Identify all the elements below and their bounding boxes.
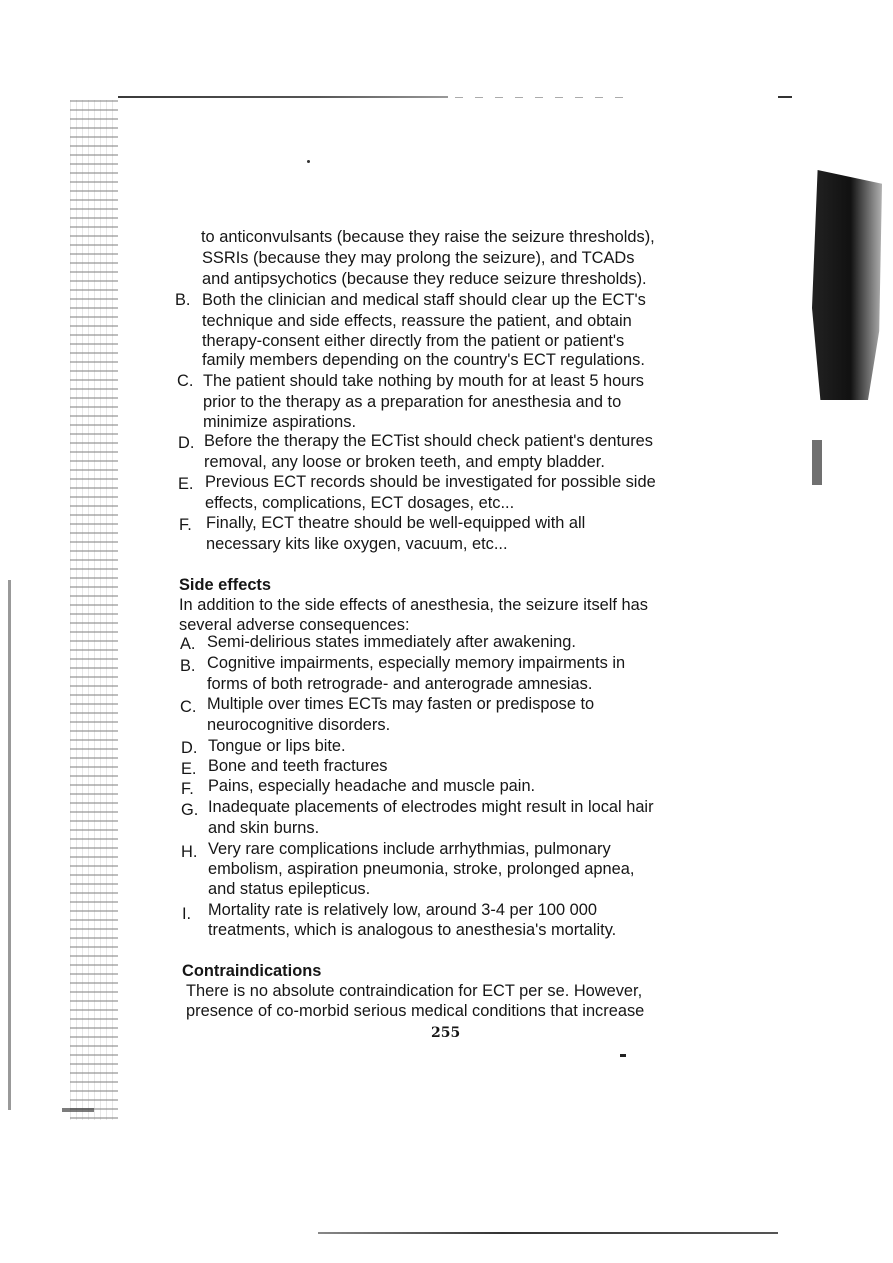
text-line: Mortality rate is relatively low, around 3-4 per 100 000 (208, 901, 598, 919)
text-line: Tongue or lips bite. (208, 737, 346, 755)
text-line: There is no absolute contraindication for ECT per se. However, (186, 982, 643, 1000)
text-line: Finally, ECT theatre should be well-equipped with all (206, 514, 586, 532)
section-heading-contraindications: Contraindications (182, 962, 322, 980)
list-marker: F. (179, 516, 192, 534)
text-line: embolism, aspiration pneumonia, stroke, prolonged apnea, (208, 860, 635, 878)
list-marker: B. (175, 291, 191, 309)
list-marker: E. (178, 475, 194, 493)
text-line: prior to the therapy as a preparation for anesthesia and to (203, 393, 622, 411)
text-line: and skin burns. (208, 819, 320, 837)
text-line: and status epilepticus. (208, 880, 371, 898)
text-line: SSRIs (because they may prolong the seizure), and TCADs (202, 249, 635, 267)
text-line: Cognitive impairments, especially memory impairments in (207, 654, 626, 672)
text-line: removal, any loose or broken teeth, and empty bladder. (204, 453, 605, 471)
text-line: several adverse consequences: (179, 616, 410, 634)
text-line: Multiple over times ECTs may fasten or predispose to (207, 695, 595, 713)
text-line: Semi-delirious states immediately after awakening. (207, 633, 576, 651)
list-marker: C. (177, 372, 194, 390)
list-marker: I. (182, 905, 192, 923)
list-marker: H. (181, 843, 198, 861)
section-heading-side-effects: Side effects (179, 576, 272, 594)
list-marker: E. (181, 760, 197, 778)
text-line: Very rare complications include arrhythmias, pulmonary (208, 840, 611, 858)
text-line: Pains, especially headache and muscle pain. (208, 777, 536, 795)
list-marker: B. (180, 657, 196, 675)
text-line: forms of both retrograde- and anterograde amnesias. (207, 675, 593, 693)
page-number: 255 (431, 1025, 461, 1041)
text-line: In addition to the side effects of anesthesia, the seizure itself has (179, 596, 648, 614)
text-line: Both the clinician and medical staff should clear up the ECT's (202, 291, 646, 309)
text-line: presence of co-morbid serious medical conditions that increase (186, 1002, 645, 1020)
list-marker: D. (181, 739, 198, 757)
text-line: Previous ECT records should be investigated for possible side (205, 473, 656, 491)
list-marker: C. (180, 698, 197, 716)
text-line: effects, complications, ECT dosages, etc... (205, 494, 515, 512)
text-line: Inadequate placements of electrodes might result in local hair (208, 798, 654, 816)
text-line: The patient should take nothing by mouth for at least 5 hours (203, 372, 645, 390)
text-line: to anticonvulsants (because they raise the seizure thresholds), (201, 228, 655, 246)
list-marker: A. (180, 635, 196, 653)
text-line: neurocognitive disorders. (207, 716, 391, 734)
text-line: minimize aspirations. (203, 413, 357, 431)
text-line: family members depending on the country's ECT regulations. (202, 351, 645, 369)
text-line: Bone and teeth fractures (208, 757, 388, 775)
text-line: necessary kits like oxygen, vacuum, etc... (206, 535, 508, 553)
text-line: Before the therapy the ECTist should check patient's dentures (204, 432, 653, 450)
list-marker: F. (181, 780, 194, 798)
list-marker: D. (178, 434, 195, 452)
text-line: and antipsychotics (because they reduce seizure thresholds). (202, 270, 647, 288)
list-marker: G. (181, 801, 199, 819)
text-line: treatments, which is analogous to anesthesia's mortality. (208, 921, 617, 939)
text-line: therapy-consent either directly from the patient or patient's (202, 332, 625, 350)
text-line: technique and side effects, reassure the patient, and obtain (202, 312, 632, 330)
